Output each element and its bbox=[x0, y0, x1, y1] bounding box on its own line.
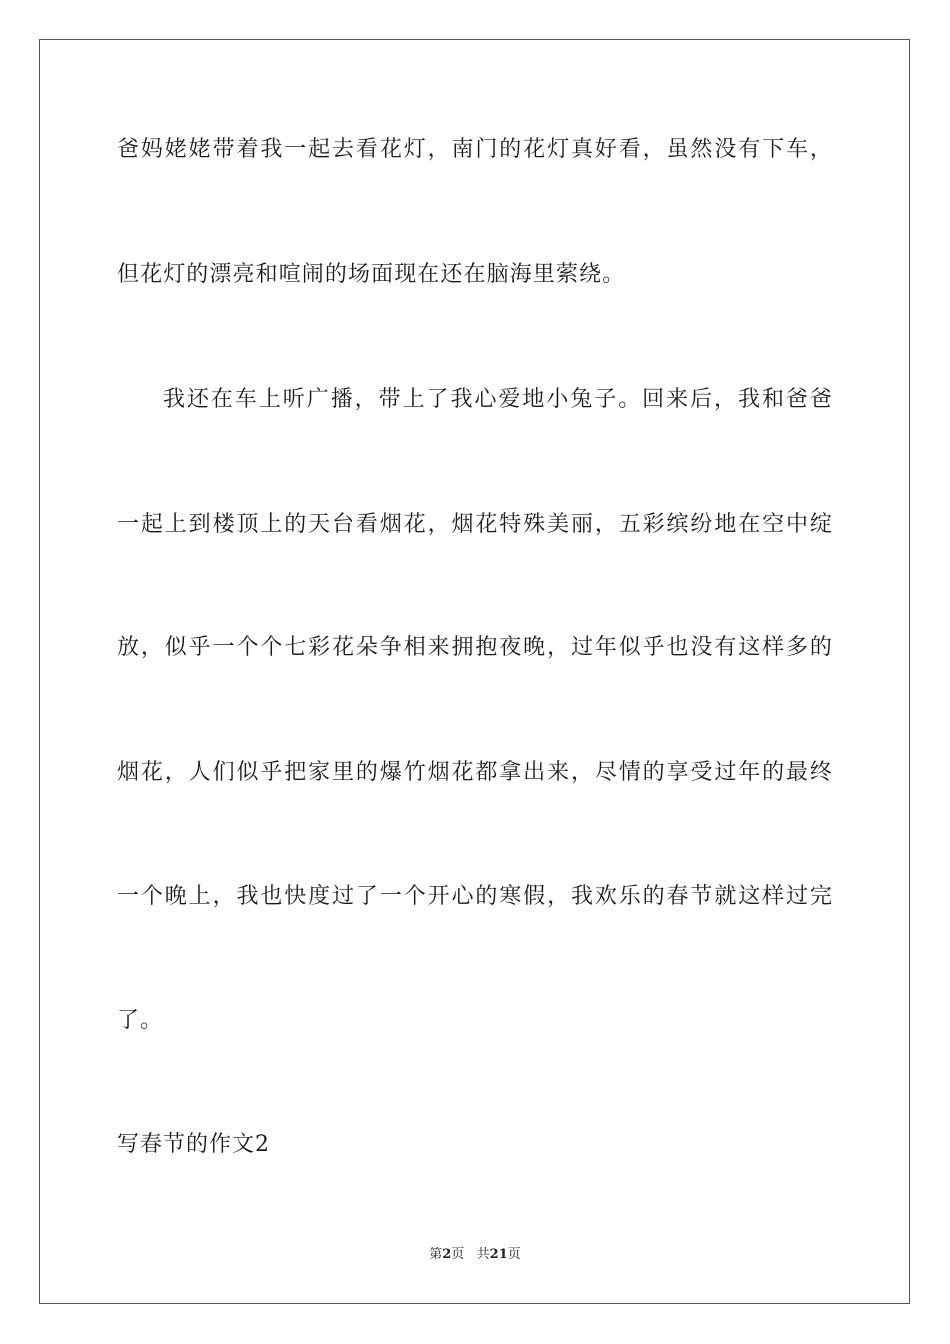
paragraph-line-5: 放，似乎一个个七彩花朵争相来拥抱夜晚，过年似乎也没有这样多的 bbox=[117, 635, 833, 660]
paragraph-line-4: 一起上到楼顶上的天台看烟花，烟花特殊美丽，五彩缤纷地在空中绽 bbox=[117, 512, 833, 537]
page-border bbox=[39, 39, 910, 1304]
paragraph-line-3: 我还在车上听广播，带上了我心爱地小兔子。回来后，我和爸爸 bbox=[163, 387, 833, 412]
paragraph-line-8: 了。 bbox=[117, 1008, 164, 1033]
paragraph-line-6: 烟花，人们似乎把家里的爆竹烟花都拿出来，尽情的享受过年的最终 bbox=[117, 760, 833, 785]
footer-page-number: 2 bbox=[442, 1247, 452, 1262]
footer-mid: 页 共 bbox=[451, 1247, 490, 1262]
paragraph-line-7: 一个晚上，我也快度过了一个开心的寒假，我欢乐的春节就这样过完 bbox=[117, 884, 833, 909]
section-heading: 写春节的作文2 bbox=[117, 1132, 270, 1157]
page-footer bbox=[0, 1246, 950, 1264]
paragraph-line-1: 爸妈姥姥带着我一起去看花灯，南门的花灯真好看，虽然没有下车， bbox=[117, 137, 833, 162]
paragraph-line-2: 但花灯的漂亮和喧闹的场面现在还在脑海里萦绕。 bbox=[117, 262, 626, 287]
footer-suffix: 页 bbox=[507, 1247, 521, 1262]
footer-total-pages: 21 bbox=[489, 1247, 508, 1262]
footer-prefix: 第 bbox=[429, 1247, 443, 1262]
